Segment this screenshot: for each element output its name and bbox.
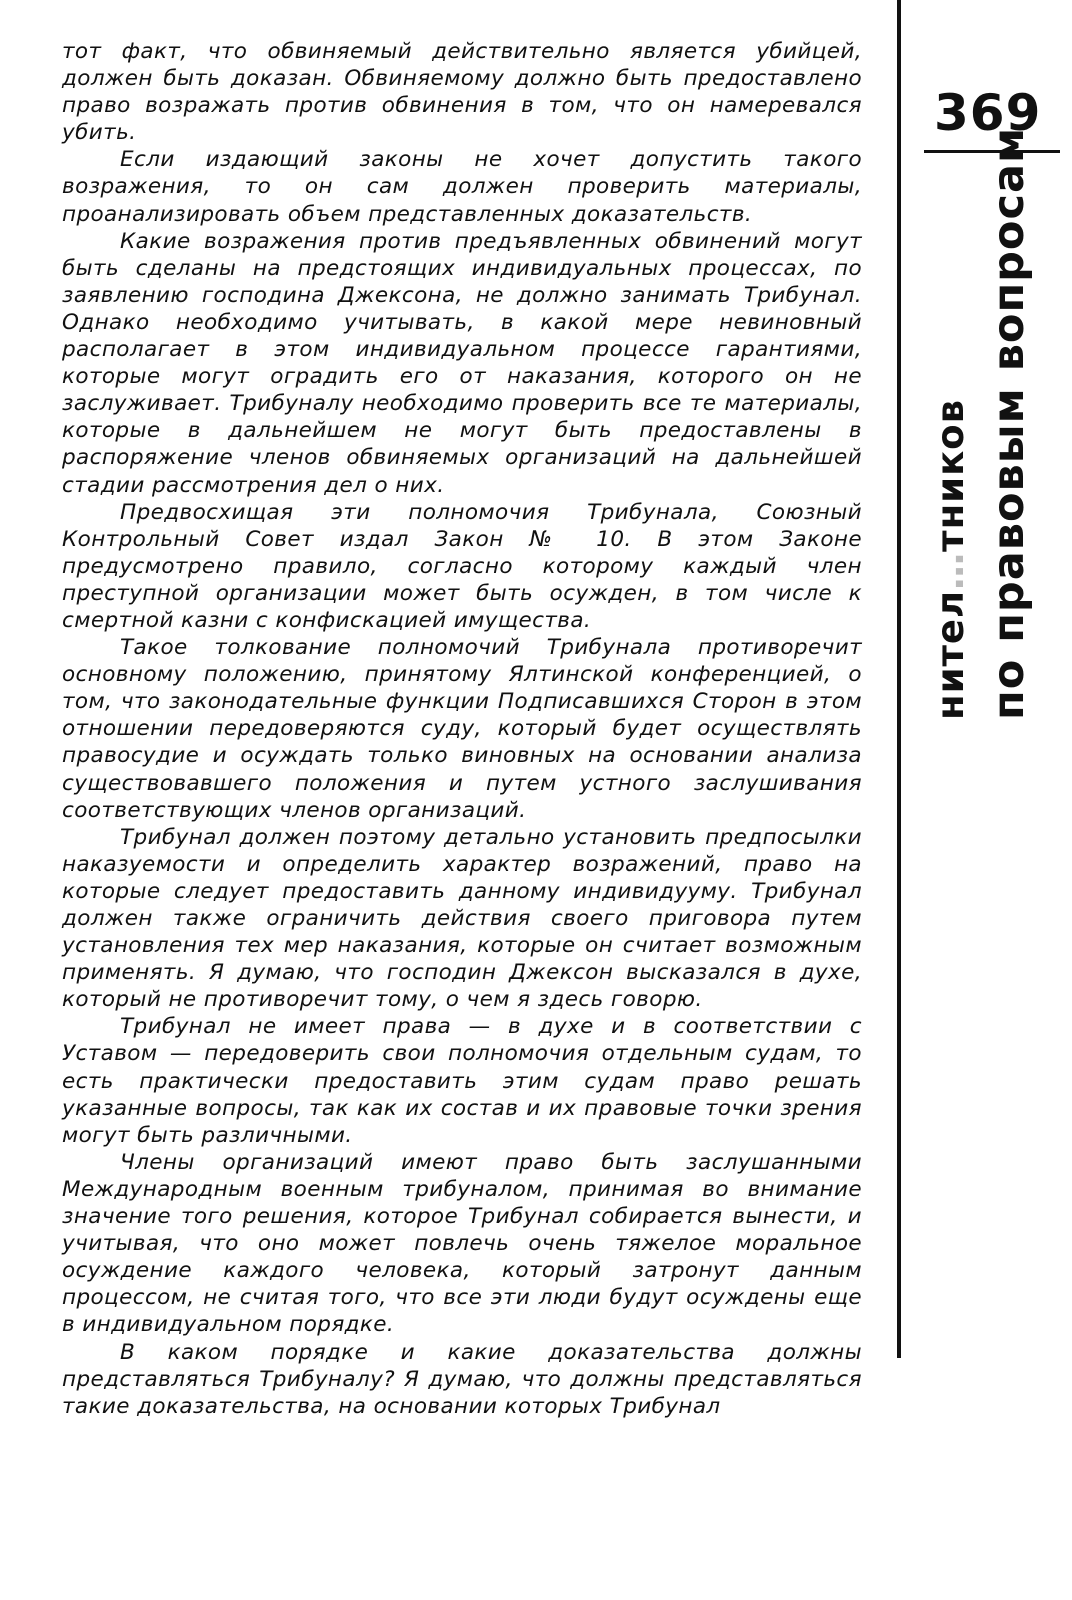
paragraph-5: Такое толкование полномочий Трибунала противоречит основному положению, принятому Ялтинской конференцией, о том, что законодательные функции Подписавшихся Сторон в этом отношении передоверяются суду, который будет осуществлять правосудие и осуждать только виновных на основании анализа существовавшего положения и путем устного заслушивания соответствующих членов организаций. xyxy=(62,635,862,823)
paragraph-1: тот факт, что обвиняемый действительно является убийцей, должен быть доказан. Обвиняемому должно быть предоставлено право возражать против обвинения в том, что он намеревался убить. xyxy=(62,39,862,146)
running-head-line-1-end: тников xyxy=(929,398,972,552)
paragraph-6: Трибунал должен поэтому детально установить предпосылки наказуемости и определить характер возражений, право на которые следует предоставить данному индивидууму. Трибунал должен также ограничить действия своего приговора путем установления тех мер наказания, которые он считает возможным применять. Я думаю, что господин Джексон высказался в духе, который не противоречит тому, о чем я здесь говорю. xyxy=(62,824,862,1013)
paragraph-8: Члены организаций имеют право быть заслушанными Международным военным трибуналом, принимая во внимание значение того решения, которое Трибунал собирается вынести, и учитывая, что оно может повлечь очень тяжелое моральное осуждение каждого человека, который затронут данным процессом, не считая того, что все эти люди будут осуждены еще в индивидуальном порядке. xyxy=(62,1149,862,1338)
paragraph-3: Какие возражения против предъявленных обвинений могут быть сделаны на предстоящих индивидуальных процессах, по заявлению господина Джексона, не должно занимать Трибунал. Однако необходимо учитывать, в какой мере невиновный располагает в этом индивидуальном процессе гарантиями, которые могут оградить его от наказания, которого он не заслуживает. Трибуналу необходимо проверить все те материалы, которые в дальнейшем не могут быть предоставлены в распоряжение членов обвиняемых организаций на дальнейшей стадии рассмотрения дел о них. xyxy=(62,228,862,498)
paragraph-2: Если издающий законы не хочет допустить такого возражения, то он сам должен проверить материалы, проанализировать объем представленных доказательств. xyxy=(62,147,862,227)
running-head-line-1-start: нител xyxy=(929,589,972,720)
running-head-line-1 xyxy=(929,398,972,720)
paragraph-7: Трибунал не имеет права — в духе и в соответствии с Уставом — передоверить свои полномочия отдельным судам, то есть практически предоставить этим судам право решать указанные вопросы, так как их состав и их правовые точки зрения могут быть различными. xyxy=(62,1014,862,1148)
margin-divider-line xyxy=(897,0,901,1358)
paragraph-4: Предвосхищая эти полномочия Трибунала, Союзный Контрольный Совет издал Закон № 10. В этом Законе предусмотрено правило, согласно которому каждый член преступной организации может быть осужден, в том числе к смертной казни с конфискацией имущества. xyxy=(62,499,862,633)
paragraph-9: В каком порядке и какие доказательства должны представляться Трибуналу? Я думаю, что должны представляться такие доказательства, на основании которых Трибунал xyxy=(62,1339,862,1419)
running-head-line-2: по правовым вопросам xyxy=(984,126,1034,720)
running-head-gap: … xyxy=(929,551,972,590)
page-number: 369 xyxy=(934,84,1042,142)
body-text xyxy=(62,38,862,1420)
